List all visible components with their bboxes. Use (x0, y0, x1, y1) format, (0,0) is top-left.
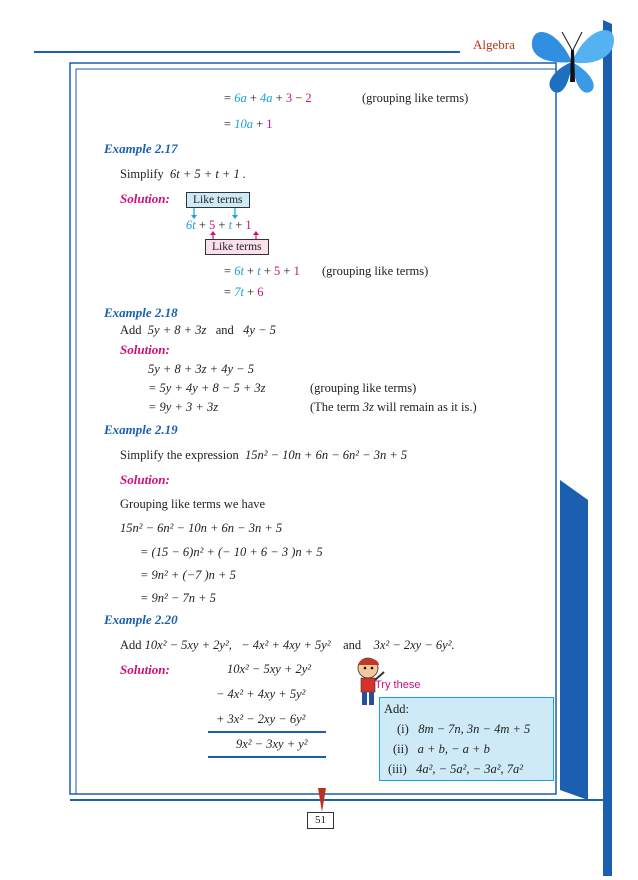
eq-sign: = (224, 285, 235, 299)
op: + (195, 218, 210, 232)
example-2-18-solution-label: Solution: (120, 342, 170, 357)
example-2-19-step-3 (140, 568, 236, 583)
expression: 4a², − 5a², − 3a², 7a² (416, 762, 523, 776)
term: 1 (293, 264, 300, 278)
note-text: will remain as it is.) (373, 400, 477, 414)
term: 6 (257, 285, 264, 299)
term: 7t (234, 285, 244, 299)
op: + (215, 218, 229, 232)
example-2-18-step-2 (148, 381, 266, 396)
term: 6a (234, 91, 247, 105)
example-2-19-step-1 (120, 521, 282, 536)
item-number: (ii) (393, 742, 409, 756)
expression: − 4x² + 4xy + 5y² (241, 638, 331, 652)
term: 6t (186, 218, 196, 232)
item-number: (iii) (388, 762, 407, 776)
expression: 10x² − 5xy + 2y² (227, 662, 312, 676)
expression: = 9y + 3 + 3z (148, 400, 219, 414)
expression: 4y − 5 (243, 323, 276, 337)
try-item-ii (393, 742, 490, 757)
op: + (272, 91, 286, 105)
chapter-title: Algebra (473, 37, 515, 52)
grouping-note: (grouping like terms) (310, 381, 417, 395)
try-item-i (397, 722, 530, 737)
note-term: 3z (362, 400, 374, 414)
right-lower-band (560, 480, 588, 800)
conjunction: and (343, 638, 362, 652)
example-2-19-prompt (120, 448, 407, 463)
try-item-iii (388, 762, 523, 777)
example-2-18-title: Example 2.18 (104, 305, 178, 320)
item-number: (i) (397, 722, 409, 736)
remain-note (310, 400, 477, 415)
note-text: (The term (310, 400, 363, 414)
op: + (280, 264, 294, 278)
op: + (252, 117, 267, 131)
example-2-17-expression (186, 218, 252, 233)
eq-sign: = (224, 117, 235, 131)
grouping-note: (grouping like terms) (362, 91, 469, 105)
example-2-17-prompt (120, 167, 246, 182)
term: 3 (285, 91, 293, 105)
term: 5 (209, 218, 216, 232)
example-2-17-solution-label: Solution: (120, 191, 170, 206)
example-2-20-row-3 (216, 712, 305, 727)
op: + (232, 218, 246, 232)
term: t (257, 264, 261, 278)
expression: 15n² − 10n + 6n − 6n² − 3n + 5 (245, 448, 408, 462)
expression: 6t + 5 + t + 1 . (170, 167, 247, 181)
expression: + 3x² − 2xy − 6y² (216, 712, 306, 726)
conjunction: and (215, 323, 234, 337)
example-2-20-row-2 (216, 687, 305, 702)
op: + (243, 264, 258, 278)
butterfly-icon (528, 20, 618, 100)
grouping-note: (grouping like terms) (322, 264, 429, 278)
example-2-19-title: Example 2.19 (104, 422, 178, 437)
example-2-18-step-3 (148, 400, 218, 415)
op: + (260, 264, 275, 278)
op: + (246, 91, 260, 105)
term: 2 (305, 91, 312, 105)
try-these-add: Add: (384, 702, 409, 716)
try-these-label: Try these (375, 679, 421, 691)
example-2-19-step-2 (140, 545, 323, 560)
right-edge-band (603, 20, 612, 876)
example-2-20-result (236, 737, 308, 752)
example-2-18-prompt (120, 323, 276, 338)
term: 5 (274, 264, 281, 278)
expression: 8m − 7n, 3n − 4m + 5 (418, 722, 531, 736)
example-2-19-solution-label: Solution: (120, 472, 170, 487)
expression: 5y + 8 + 3z (147, 323, 207, 337)
example-2-20-solution-label: Solution: (120, 662, 170, 677)
example-2-18-step-1 (148, 362, 254, 377)
term: 6t (234, 264, 244, 278)
op: − (292, 91, 306, 105)
expression: 5y + 8 + 3z + 4y − 5 (148, 362, 254, 376)
prompt-text: Simplify the expression (120, 448, 239, 462)
example-2-20-row-1 (227, 662, 311, 677)
term: 1 (245, 218, 252, 232)
term: t (228, 218, 233, 232)
example-2-17-title: Example 2.17 (104, 141, 178, 156)
example-2-17-result (224, 285, 263, 300)
term: 1 (266, 117, 273, 131)
grouping-intro: Grouping like terms we have (120, 497, 266, 511)
page-number: 51 (307, 812, 334, 829)
example-2-20-title: Example 2.20 (104, 612, 178, 627)
expression: 3x² − 2xy − 6y². (373, 638, 455, 652)
sum-rule-top (208, 731, 326, 733)
example-2-20-prompt (120, 638, 455, 653)
expression: = (15 − 6)n² + (− 10 + 6 − 3 )n + 5 (140, 545, 323, 559)
expression: = 9n² + (−7 )n + 5 (140, 568, 236, 582)
term: 4a (260, 91, 273, 105)
expression: = 9n² − 7n + 5 (140, 591, 216, 605)
op: + (243, 285, 258, 299)
expression: − 4x² + 4xy + 5y² (216, 687, 306, 701)
expression: = 5y + 4y + 8 − 5 + 3z (148, 381, 266, 395)
continuation-line-2 (224, 117, 273, 132)
continuation-line-1 (224, 91, 312, 106)
example-2-17-grouped (224, 264, 300, 279)
prompt-text: Add (120, 323, 142, 337)
prompt-text: Simplify (120, 167, 164, 181)
eq-sign: = (224, 91, 235, 105)
example-2-19-step-4 (140, 591, 216, 606)
like-terms-box-bottom: Like terms (205, 239, 269, 255)
like-terms-box-top: Like terms (186, 192, 250, 208)
term: 10a (234, 117, 253, 131)
sum-rule-bottom (208, 756, 326, 758)
expression: 15n² − 6n² − 10n + 6n − 3n + 5 (120, 521, 283, 535)
expression: a + b, − a + b (417, 742, 490, 756)
prompt-text: Add (120, 638, 142, 652)
expression: 10x² − 5xy + 2y², (144, 638, 232, 652)
eq-sign: = (224, 264, 235, 278)
expression: 9x² − 3xy + y² (236, 737, 308, 751)
